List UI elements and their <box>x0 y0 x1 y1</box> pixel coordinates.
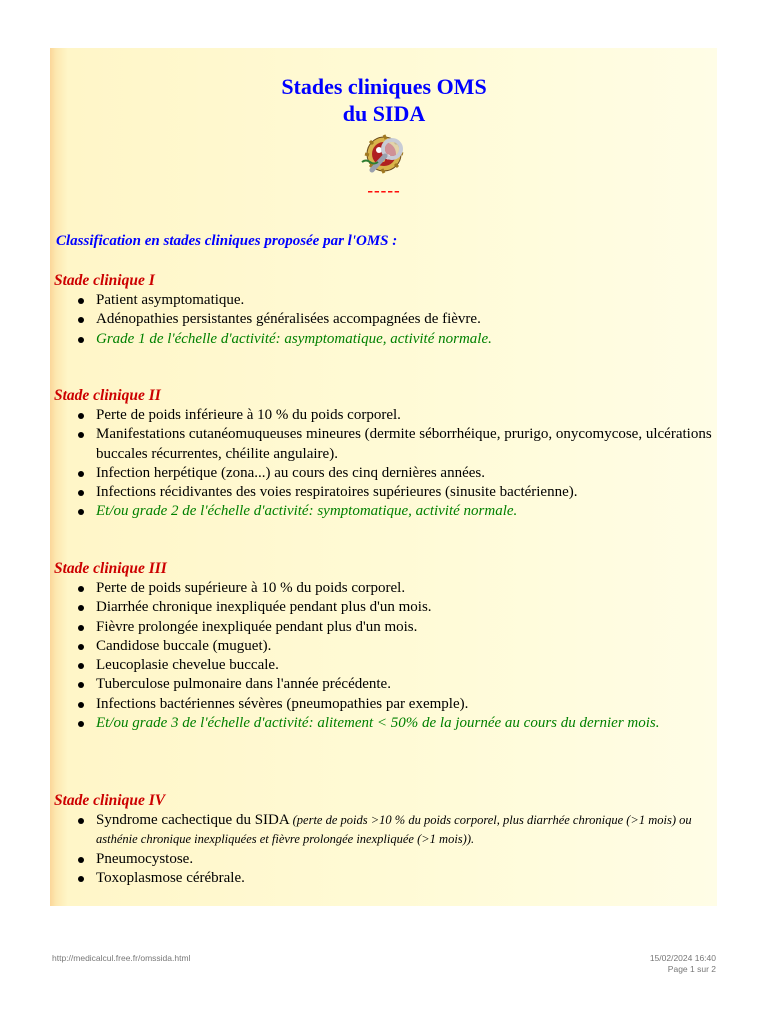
stage-1-section <box>54 271 714 349</box>
intro-heading: Classification en stades cliniques proposée par l'OMS : <box>56 233 398 249</box>
footer-meta <box>650 953 716 975</box>
list-item: Perte de poids inférieure à 10 % du poids corporel. <box>54 406 714 425</box>
stage-3-list <box>54 579 714 733</box>
stage-4-section <box>54 791 714 888</box>
footer-datetime: 15/02/2024 16:40 <box>649 953 716 963</box>
title-line-2: du SIDA <box>342 101 426 126</box>
item-detail-text: (perte de poids >10 % du poids corporel, plus diarrhée chronique (>1 mois) ou asthénie chronique inexpliquées et fièvre prolongée inexpliquée (>1 mois)). <box>96 813 692 847</box>
page-title <box>0 73 768 127</box>
list-item: Toxoplasmose cérébrale. <box>54 869 714 888</box>
stage-2-section <box>54 386 714 522</box>
list-item: Pneumocystose. <box>54 850 714 869</box>
list-item <box>54 811 714 850</box>
activity-grade-item: Et/ou grade 2 de l'échelle d'activité: symptomatique, activité normale. <box>54 502 714 521</box>
list-item: Diarrhée chronique inexpliquée pendant plus d'un mois. <box>54 598 714 617</box>
stage-2-list <box>54 406 714 522</box>
separator: ----- <box>367 181 401 200</box>
stage-heading: Stade clinique III <box>54 560 167 577</box>
list-item: Leucoplasie chevelue buccale. <box>54 656 714 675</box>
activity-grade-item: Et/ou grade 3 de l'échelle d'activité: alitement < 50% de la journée au cours du dernier mois. <box>54 714 714 733</box>
stage-1-list <box>54 291 714 349</box>
list-item: Infections bactériennes sévères (pneumopathies par exemple). <box>54 695 714 714</box>
medical-logo-icon <box>358 132 412 178</box>
list-item: Infection herpétique (zona...) au cours des cinq dernières années. <box>54 464 714 483</box>
title-line-1: Stades cliniques OMS <box>281 74 487 99</box>
list-item: Manifestations cutanéomuqueuses mineures (dermite séborrhéique, prurigo, onycomycose, ulcérations buccales récurrentes, chéilite angulaire). <box>54 425 714 464</box>
stage-heading: Stade clinique IV <box>54 792 166 809</box>
list-item: Candidose buccale (muguet). <box>54 637 714 656</box>
list-item: Patient asymptomatique. <box>54 291 714 310</box>
stage-3-section <box>54 559 714 733</box>
list-item: Perte de poids supérieure à 10 % du poids corporel. <box>54 579 714 598</box>
stage-heading: Stade clinique II <box>54 387 161 404</box>
stage-heading: Stade clinique I <box>54 272 155 289</box>
activity-grade-item: Grade 1 de l'échelle d'activité: asymptomatique, activité normale. <box>54 330 714 349</box>
footer-page-number: Page 1 sur 2 <box>667 964 716 974</box>
list-item: Fièvre prolongée inexpliquée pendant plus d'un mois. <box>54 618 714 637</box>
item-main-text: Syndrome cachectique du SIDA <box>96 812 289 828</box>
stage-4-list <box>54 811 714 888</box>
footer-url: http://medicalcul.free.fr/omssida.html <box>52 953 191 963</box>
list-item: Tuberculose pulmonaire dans l'année précédente. <box>54 675 714 694</box>
list-item: Infections récidivantes des voies respiratoires supérieures (sinusite bactérienne). <box>54 483 714 502</box>
list-item: Adénopathies persistantes généralisées accompagnées de fièvre. <box>54 310 714 329</box>
